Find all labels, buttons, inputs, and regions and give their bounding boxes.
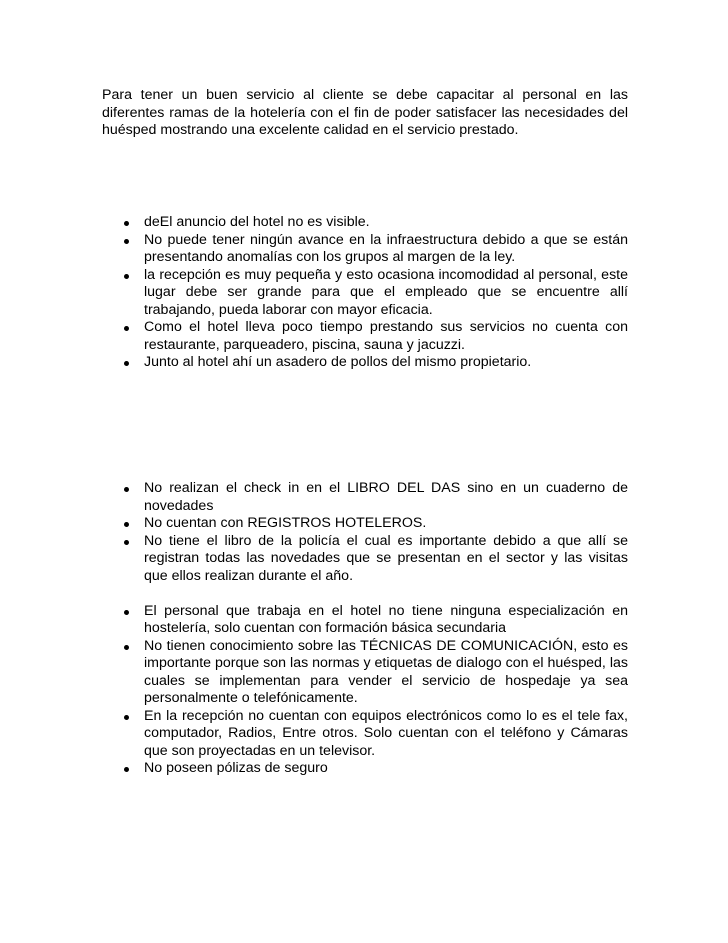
list-item-text: No realizan el check in en el LIBRO DEL DAS sino en un cuaderno de novedades bbox=[144, 480, 628, 514]
list-item bbox=[102, 354, 628, 372]
bullet-icon bbox=[124, 715, 129, 720]
intro-paragraph: Para tener un buen servicio al cliente se debe capacitar al personal en las diferentes ramas de la hotelería con el fin de poder satisfacer las necesidades del huésped mostrando una excelente calidad en el servicio prestado. bbox=[102, 87, 628, 138]
bullet-icon bbox=[124, 522, 129, 527]
bullet-icon bbox=[124, 487, 129, 492]
bullet-icon bbox=[124, 274, 129, 279]
list-item bbox=[102, 480, 628, 515]
bullet-icon bbox=[124, 645, 129, 650]
list-item bbox=[102, 267, 628, 320]
list-item-text: No cuentan con REGISTROS HOTELEROS. bbox=[144, 515, 427, 531]
bullet-icon bbox=[124, 361, 129, 366]
list-item-text: deEl anuncio del hotel no es visible. bbox=[144, 214, 370, 230]
list-item bbox=[102, 214, 628, 232]
list-item-text: No tienen conocimiento sobre las TÉCNICAS DE COMUNICACIÓN, esto es importante porque son las normas y etiquetas de dialogo con el huésped, las cuales se implementan para vender el servicio de hospedaje ya sea personalmente o telefónicamente. bbox=[144, 637, 628, 706]
list-item-text: No tiene el libro de la policía el cual es importante debido a que allí se registran todas las novedades que se presentan en el sector y las visitas que ellos realizan durante el año. bbox=[144, 532, 628, 584]
bullet-icon bbox=[124, 610, 129, 615]
list-item-text: No puede tener ningún avance en la infraestructura debido a que se están presentando anomalías con los grupos al margen de la ley. bbox=[144, 231, 628, 265]
list-item-text: Junto al hotel ahí un asadero de pollos del mismo propietario. bbox=[144, 354, 532, 370]
list-item bbox=[102, 708, 628, 761]
list-item bbox=[102, 319, 628, 354]
bullet-list-problems bbox=[102, 214, 628, 372]
list-item bbox=[102, 515, 628, 533]
bullet-icon bbox=[124, 326, 129, 331]
list-item-text: No poseen pólizas de seguro bbox=[144, 760, 328, 776]
list-item-text: En la recepción no cuentan con equipos electrónicos como lo es el tele fax, computador, Radios, Entre otros. Solo cuentan con el teléfono y Cámaras que son proyectadas en un televisor. bbox=[144, 707, 628, 759]
list-item bbox=[102, 760, 628, 778]
bullet-icon bbox=[124, 239, 129, 244]
bullet-icon bbox=[124, 221, 129, 226]
list-item bbox=[102, 603, 628, 638]
list-item bbox=[102, 533, 628, 586]
bullet-list-findings bbox=[102, 480, 628, 778]
bullet-icon bbox=[124, 540, 129, 545]
list-item bbox=[102, 232, 628, 267]
list-item-text: El personal que trabaja en el hotel no tiene ninguna especialización en hostelería, solo cuentan con formación básica secundaria bbox=[144, 602, 628, 636]
bullet-icon bbox=[124, 767, 129, 772]
list-item-text: la recepción es muy pequeña y esto ocasiona incomodidad al personal, este lugar debe ser grande para que el empleado que se encuentre allí trabajando, pueda laborar con mayor eficacia. bbox=[144, 266, 628, 318]
list-item bbox=[102, 638, 628, 708]
list-item-text: Como el hotel lleva poco tiempo prestando sus servicios no cuenta con restaurante, parqueadero, piscina, sauna y jacuzzi. bbox=[144, 319, 628, 353]
